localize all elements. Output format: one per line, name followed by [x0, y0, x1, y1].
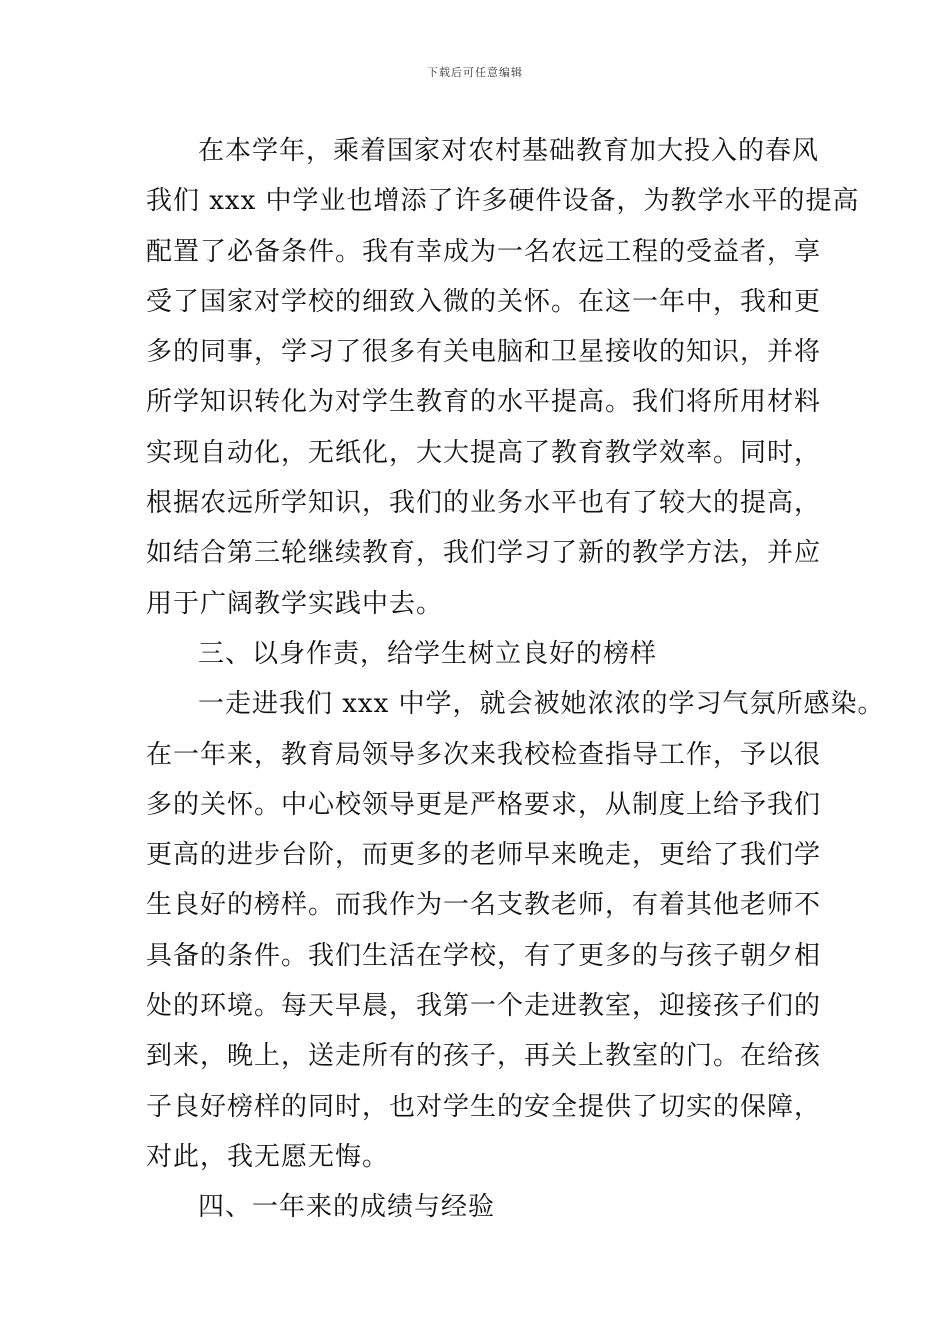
text-line: 对此，我无愿无悔。	[146, 1141, 390, 1172]
text-line: 多的关怀。中心校领导更是严格要求，从制度上给予我们	[146, 789, 822, 820]
text-line: 如结合第三轮继续教育，我们学习了新的教学方法，并应	[146, 538, 822, 569]
text-line: 处的环境。每天早晨，我第一个走进教室，迎接孩子们的	[146, 991, 822, 1022]
text-line: 具备的条件。我们生活在学校，有了更多的与孩子朝夕相	[146, 940, 822, 971]
text-line: 根据农远所学知识，我们的业务水平也有了较大的提高，	[146, 488, 822, 519]
document-body	[146, 126, 885, 1233]
text-line: 到来，晚上，送走所有的孩子，再关上教室的门。在给孩	[146, 1041, 822, 1072]
text-line: 更高的进步台阶，而更多的老师早来晚走，更给了我们学	[146, 840, 822, 871]
text-line: 在本学年，乘着国家对农村基础教育加大投入的春风	[198, 136, 820, 166]
text-line: 一走进我们 xxx 中学，就会被她浓浓的学习气氛所感染。	[198, 689, 885, 720]
text-line: 受了国家对学校的细致入微的关怀。在这一年中，我和更	[146, 286, 822, 317]
text-line: 我们 xxx 中学业也增添了许多硬件设备，为教学水平的提高	[146, 186, 860, 217]
text-line: 实现自动化，无纸化，大大提高了教育教学效率。同时，	[146, 437, 822, 468]
text-line: 生良好的榜样。而我作为一名支教老师，有着其他老师不	[146, 890, 822, 921]
section-heading: 三、以身作责，给学生树立良好的榜样	[198, 638, 658, 669]
text-line: 子良好榜样的同时，也对学生的安全提供了切实的保障，	[146, 1091, 822, 1122]
text-line: 所学知识转化为对学生教育的水平提高。我们将所用材料	[146, 387, 822, 418]
text-line: 在一年来，教育局领导多次来我校检查指导工作，予以很	[146, 739, 822, 770]
text-line: 多的同事，学习了很多有关电脑和卫星接收的知识，并将	[146, 337, 822, 368]
text-line: 用于广阔教学实践中去。	[146, 588, 444, 619]
page-header: 下载后可任意编辑	[427, 66, 523, 79]
text-line: 配置了必备条件。我有幸成为一名农远工程的受益者，享	[146, 236, 822, 267]
section-heading: 四、一年来的成绩与经验	[198, 1192, 496, 1223]
